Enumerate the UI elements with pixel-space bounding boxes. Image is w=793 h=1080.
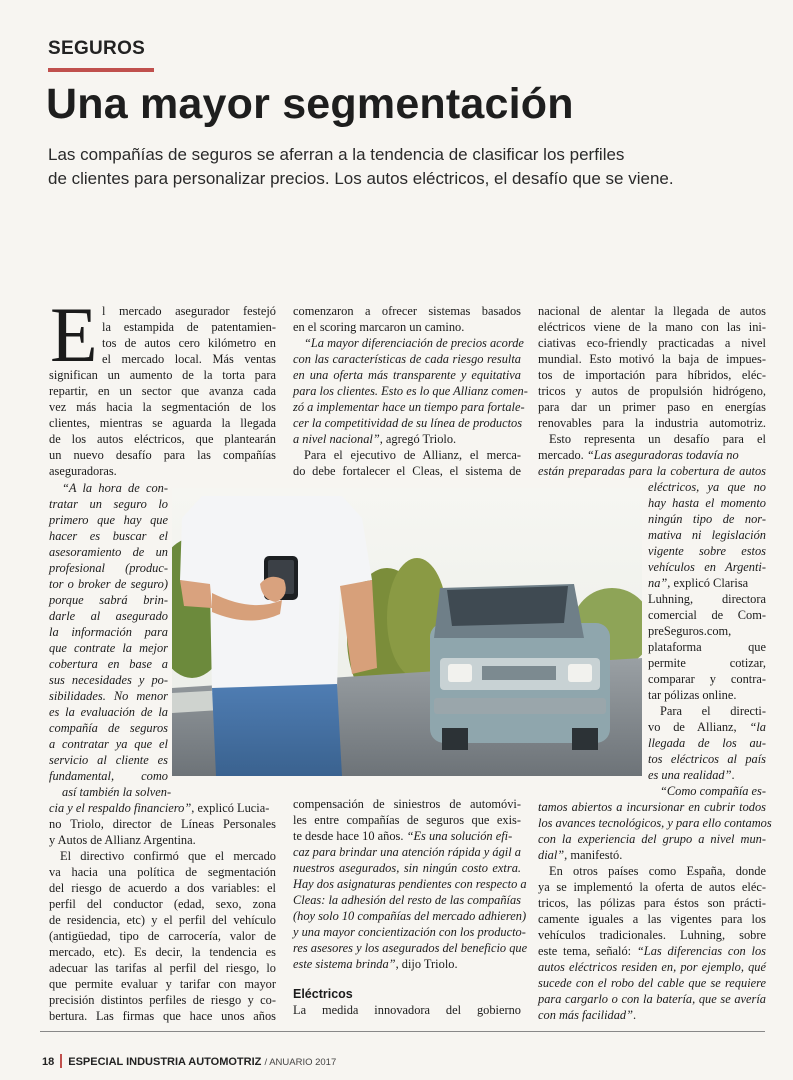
body-line: precisión distintos perfiles de riesgo y co- — [49, 993, 276, 1007]
body-line: para dar un primer paso en energías — [538, 400, 766, 414]
quote-fragment: “Las diferencias con los — [636, 944, 766, 958]
issue-date: / ANUARIO 2017 — [264, 1057, 337, 1068]
body-line: adecuar las tarifas al perfil del riesgo, lo — [49, 961, 276, 975]
body-line: vehículos tradicionales. Luhning, sobre — [538, 928, 766, 942]
body-line: tricos y autos de propulsión hidrógeno, — [538, 384, 766, 398]
quote-line: cobertura en base a — [49, 657, 168, 671]
quote-line: los avances tecnológicos, y para ello contamos — [538, 816, 772, 830]
body-line: un nuevo desafío para las compañías — [49, 448, 276, 462]
subtitle-deck — [48, 143, 728, 191]
quote-line: porque sabrá brin- — [49, 593, 168, 607]
body-line: renovables para la industria automotriz. — [538, 416, 766, 430]
section-label: SEGUROS — [48, 38, 146, 59]
footer-rule — [40, 1031, 765, 1032]
body-line: ya se implementó la oferta de autos eléc- — [538, 880, 766, 894]
quote-fragment: cia y el respaldo financiero” — [49, 801, 192, 815]
quote-line: (hoy solo 10 compañías del mercado adhieren) — [293, 909, 527, 923]
body-line: El directivo confirmó que el mercado — [60, 849, 276, 863]
body-line: tos de importación para híbridos, eléc- — [538, 368, 766, 382]
body-line: no Triolo, director de Líneas Personales — [49, 817, 276, 831]
body-line: aseguradoras. — [49, 464, 117, 478]
quote-line: Cleas: la adhesión del resto de las compañías — [293, 893, 521, 907]
body-line: tos de autos cero kilómetro en — [102, 336, 276, 350]
body-line: comparar y contra- — [648, 672, 766, 686]
quote-line: sucede con el robo del cable que se requiere — [538, 976, 766, 990]
body-line: ciativas eco-friendly practicadas a nivel — [538, 336, 766, 350]
body-line: comenzaron a ofrecer sistemas basados — [293, 304, 521, 318]
quote-line: darle al asegurado — [49, 609, 168, 623]
body-line: la estampida de patentamien- — [102, 320, 276, 334]
body-line — [293, 829, 512, 845]
quote-fragment: es una realidad” — [648, 768, 732, 782]
deck-line: de clientes para personalizar precios. Los autos eléctricos, el desafío que se viene. — [48, 169, 674, 188]
quote-line: “La mayor diferenciación de precios acorde — [304, 336, 524, 350]
quote-line: para cargarlo o con la batería, que se avería — [538, 992, 766, 1006]
quote-fragment: “la — [749, 720, 766, 734]
body-line: eléctricos viene de la mano con las ini- — [538, 320, 766, 334]
body-fragment: , agregó Triolo. — [379, 432, 457, 446]
body-line — [648, 768, 735, 784]
body-line: permite cotizar, — [648, 656, 766, 670]
quote-line: con la experiencia del grupo a nivel mun- — [538, 832, 766, 846]
body-line: perfil del conductor (edad, sexo, zona — [49, 897, 276, 911]
body-line: do debe fortalecer el Cleas, el sistema de — [293, 464, 521, 478]
quote-line: y una mayor concientización con los producto- — [293, 925, 526, 939]
body-line — [538, 848, 622, 864]
body-line: les entre compañías de seguros que exis- — [293, 813, 521, 827]
quote-line: “A la hora de con- — [62, 481, 168, 495]
deck-line: Las compañías de seguros se aferran a la tendencia de clasificar los perfiles — [48, 145, 625, 164]
body-line — [49, 801, 269, 817]
body-line: tar pólizas online. — [648, 688, 737, 702]
body-fragment: te desde hace 10 años. — [293, 829, 404, 843]
body-line: significan un aumento de la torta para — [49, 368, 276, 382]
article-photo — [172, 488, 642, 776]
body-line: preSeguros.com, — [648, 624, 732, 638]
body-line: en el scoring marcaron un camino. — [293, 320, 465, 334]
quote-fragment: “Las aseguradoras todavía no — [586, 448, 739, 462]
body-line: Para el directi- — [660, 704, 766, 718]
quote-line: profesional (produc- — [49, 561, 168, 575]
quote-line: llegada de los au- — [648, 736, 766, 750]
body-line: tricos, las pólizas para éstos son prácti- — [538, 896, 766, 910]
body-fragment: vo de Allianz, — [648, 720, 737, 734]
body-line — [293, 432, 456, 448]
quote-line: primero que hay que — [49, 513, 168, 527]
body-line: En otros países como España, donde — [549, 864, 766, 878]
quote-line: ningún tipo de nor- — [648, 512, 766, 526]
body-line: (antigüedad, tipo de carrocería, valor de — [49, 929, 276, 943]
body-line: de residencia, etc) y el perfil del vehículo — [49, 913, 276, 927]
quote-line: zó a implementar hace un tiempo para fortale- — [293, 400, 525, 414]
body-line: nacional de alentar la llegada de autos — [538, 304, 766, 318]
quote-fragment: dial” — [538, 848, 565, 862]
quote-line: res asesores y los asegurados del beneficio que — [293, 941, 528, 955]
quote-fragment: na” — [648, 576, 668, 590]
quote-line: la información para — [49, 625, 168, 639]
body-line: y Autos de Allianz Argentina. — [49, 833, 196, 847]
body-line: Luhning, directora — [648, 592, 766, 606]
quote-fragment: con más facilidad” — [538, 1008, 633, 1022]
body-line: camente iguales a las vigentes para los — [538, 912, 766, 926]
body-line: del riesgo de acuerdo a dos variables: el — [49, 881, 276, 895]
body-line: repartir, en un sector que avanza cada — [49, 384, 276, 398]
quote-line: Hay dos asignaturas pendientes con respecto a — [293, 877, 527, 891]
body-line — [648, 720, 766, 736]
quote-line: servicio al cliente es — [49, 753, 168, 767]
body-line: va hacia una política de segmentación — [49, 865, 276, 879]
body-line — [293, 957, 458, 973]
body-line: mercado, etc). Es decir, la tendencia es — [49, 945, 276, 959]
body-line: clientes, mientras se aguarda la llegada — [49, 416, 276, 430]
quote-line: hacer es buscar el — [49, 529, 168, 543]
quote-line: cer la competitividad de su línea de productos — [293, 416, 523, 430]
quote-line: en una oferta más transparente y equitativa — [293, 368, 521, 382]
quote-line: a contratar ya que el — [49, 737, 168, 751]
quote-line: nuestros asegurados, sin ningún costo extra. — [293, 861, 521, 875]
body-line: La medida innovadora del gobierno — [293, 1003, 521, 1017]
body-line — [648, 576, 748, 592]
quote-fragment: este sistema brinda” — [293, 957, 396, 971]
body-line: bertura. Las firmas que hace unos años — [49, 1009, 276, 1023]
footer-separator — [60, 1054, 62, 1068]
body-line — [538, 448, 739, 464]
quote-line: tamos abiertos a incursionar en cubrir todos — [538, 800, 766, 814]
quote-line: asesoramiento de un — [49, 545, 168, 559]
quote-line: tratar un seguro lo — [49, 497, 168, 511]
body-line: plataforma que — [648, 640, 766, 654]
drop-cap: E — [50, 291, 98, 378]
page-title: Una mayor segmentación — [46, 80, 574, 128]
body-line: que permite evaluar y tarifar con mayor — [49, 977, 276, 991]
quote-line: es la evaluación de la — [49, 705, 168, 719]
body-line: el mercado local. Más ventas — [102, 352, 276, 366]
quote-fragment: a nivel nacional” — [293, 432, 380, 446]
quote-line: que contrate la mejor — [49, 641, 168, 655]
quote-line: están preparadas para la cobertura de autos — [538, 464, 766, 478]
body-line: vez más hacia la segmentación de los — [49, 400, 276, 414]
body-line — [538, 944, 766, 960]
body-line: l mercado asegurador festejó — [102, 304, 276, 318]
quote-fragment: “Es una solución efi- — [406, 829, 513, 843]
quote-line: eléctricos, ya que no — [648, 480, 766, 494]
quote-line: para los clientes. Esto es lo que Allianz comen- — [293, 384, 528, 398]
quote-line: vigente sobre estos — [648, 544, 766, 558]
publication-name: ESPECIAL INDUSTRIA AUTOMOTRIZ — [68, 1056, 262, 1068]
quote-line: tos eléctricos al país — [648, 752, 766, 766]
body-fragment: , explicó Lucia- — [191, 801, 270, 815]
body-line: comercial de Com- — [648, 608, 766, 622]
quote-line: caz para brindar una atención rápida y ágil a — [293, 845, 521, 859]
body-line: de los autos eléctricos, que plantearán — [49, 432, 276, 446]
body-line — [538, 1008, 636, 1024]
quote-line: sus necesidades y po- — [49, 673, 168, 687]
quote-line: fundamental, como — [49, 769, 168, 783]
quote-line: sibilidades. No menor — [49, 689, 168, 703]
body-line: Para el ejecutivo de Allianz, el merca- — [304, 448, 521, 462]
body-fragment: este tema, señaló: — [538, 944, 632, 958]
quote-line: con las características de cada riesgo resulta — [293, 352, 521, 366]
body-line: mundial. Esto motivó la baja de impues- — [538, 352, 766, 366]
quote-line: “Como compañía es- — [660, 784, 767, 798]
body-fragment: . — [633, 1008, 637, 1022]
section-underline — [48, 68, 154, 72]
page-number: 18 — [42, 1056, 55, 1068]
quote-line: así también la solven- — [62, 785, 172, 799]
quote-line: hay hasta el momento — [648, 496, 766, 510]
quote-line: tor o broker de seguro) — [49, 577, 168, 591]
body-line: compensación de siniestros de automóvi- — [293, 797, 521, 811]
body-fragment: . — [731, 768, 735, 782]
body-fragment: mercado. — [538, 448, 584, 462]
body-line: Esto representa un desafío para el — [549, 432, 766, 446]
body-fragment: , explicó Clarisa — [667, 576, 749, 590]
quote-line: mativa ni legislación — [648, 528, 766, 542]
section-subheading: Eléctricos — [293, 987, 353, 1001]
quote-line: autos eléctricos residen en, por ejemplo, qué — [538, 960, 766, 974]
page-footer — [42, 1054, 336, 1068]
body-fragment: , dijo Triolo. — [395, 957, 458, 971]
quote-line: compañía de seguros — [49, 721, 168, 735]
photo-illustration — [172, 488, 642, 776]
quote-line: vehículos en Argenti- — [648, 560, 766, 574]
body-fragment: , manifestó. — [564, 848, 623, 862]
